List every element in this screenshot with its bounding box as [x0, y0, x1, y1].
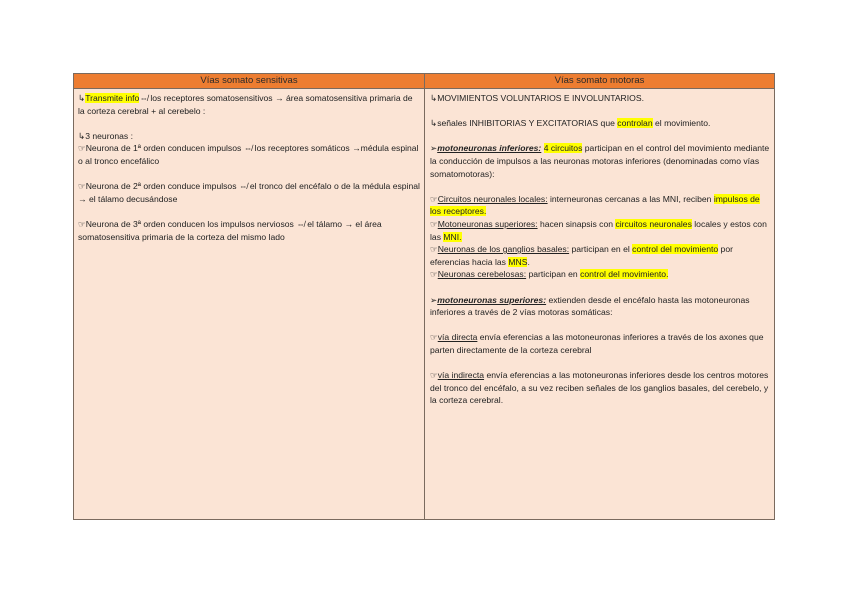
right-paragraph-4: ☞Circuitos neuronales locales: interneuronas cercanas a las MNI, reciben impulsos de los receptores.: [430, 193, 760, 217]
right-paragraph-3: ➢motoneuronas inferiores: 4 circuitos participan en el control del movimiento mediante la conducción de impulsos a las neuronas motoras inferiores (denominadas como vías somatomotoras):: [430, 143, 770, 179]
right-paragraph-5: ☞Motoneuronas superiores: hacen sinapsis con circuitos neuronales locales y estos con las MNI.: [430, 218, 767, 242]
right-paragraph-10: ☞vía indirecta envía eferencias a las motoneuronas inferiores desde los centros motores del tronco del encéfalo, a su vez reciben señales de los ganglios basales, del cerebelo, y la corteza cerebral.: [430, 370, 769, 406]
right-paragraph-9: ☞vía directa envía eferencias a las motoneuronas inferiores a través de los axones que parten directamente de la corteza cerebral: [430, 332, 764, 355]
header-somatomotor: Vías somato motoras: [554, 75, 645, 86]
comparison-table: [73, 73, 775, 520]
pointing-hand-icon: ☞: [430, 370, 438, 381]
left-paragraph-5: ☞Neurona de 3ª orden conducen los impulsos nerviosos ⇎ el tálamo → el área somatosensitiva primaria de la corteza del mismo lado: [78, 218, 382, 242]
pointing-hand-icon: ☞: [430, 244, 438, 255]
table-body-row: [74, 89, 774, 519]
right-paragraph-6: ☞Neuronas de los ganglios basales: participan en el control del movimiento por eferencias hacia las MNS.: [430, 244, 733, 267]
pointing-hand-icon: ☞: [430, 332, 438, 343]
right-paragraph-7: ☞Neuronas cerebelosas: participan en control del movimiento.: [430, 269, 669, 280]
right-paragraph-1: ↳MOVIMIENTOS VOLUNTARIOS E INVOLUNTARIOS.: [430, 93, 644, 103]
left-paragraph-4: ☞Neurona de 2ª orden conduce impulsos ⇎ el tronco del encéfalo o de la médula espinal → el tálamo decusándose: [78, 181, 420, 204]
pointing-hand-icon: ☞: [430, 218, 438, 229]
right-paragraph-8: ➢motoneuronas superiores: extienden desde el encéfalo hasta las motoneuronas inferiores a través de 2 vías motoras somáticas:: [430, 294, 750, 318]
left-paragraph-3: ☞Neurona de 1ª orden conducen impulsos ⇎ los receptores somáticos →médula espinal o al tronco encefálico: [78, 143, 419, 166]
pointing-hand-icon: ☞: [430, 269, 438, 280]
right-paragraph-2: ↳señales INHIBITORIAS Y EXCITATORIAS que controlan el movimiento.: [430, 118, 711, 129]
arrow-bullet-icon: ➢: [430, 294, 438, 305]
left-paragraph-2: ↳3 neuronas :: [78, 130, 133, 141]
header-somatosensory: Vías somato sensitivas: [74, 74, 425, 88]
cell-somatomotor: [425, 89, 774, 519]
pointing-hand-icon: ☞: [430, 193, 438, 204]
left-paragraph-1: ↳Transmite info⇎ los receptores somatosensitivos → área somatosensitiva primaria de la corteza cerebral + al cerebelo :: [78, 93, 413, 116]
cell-somatosensory: [74, 89, 425, 519]
table-header-row: [74, 74, 774, 89]
arrow-bullet-icon: ➢: [430, 143, 438, 154]
